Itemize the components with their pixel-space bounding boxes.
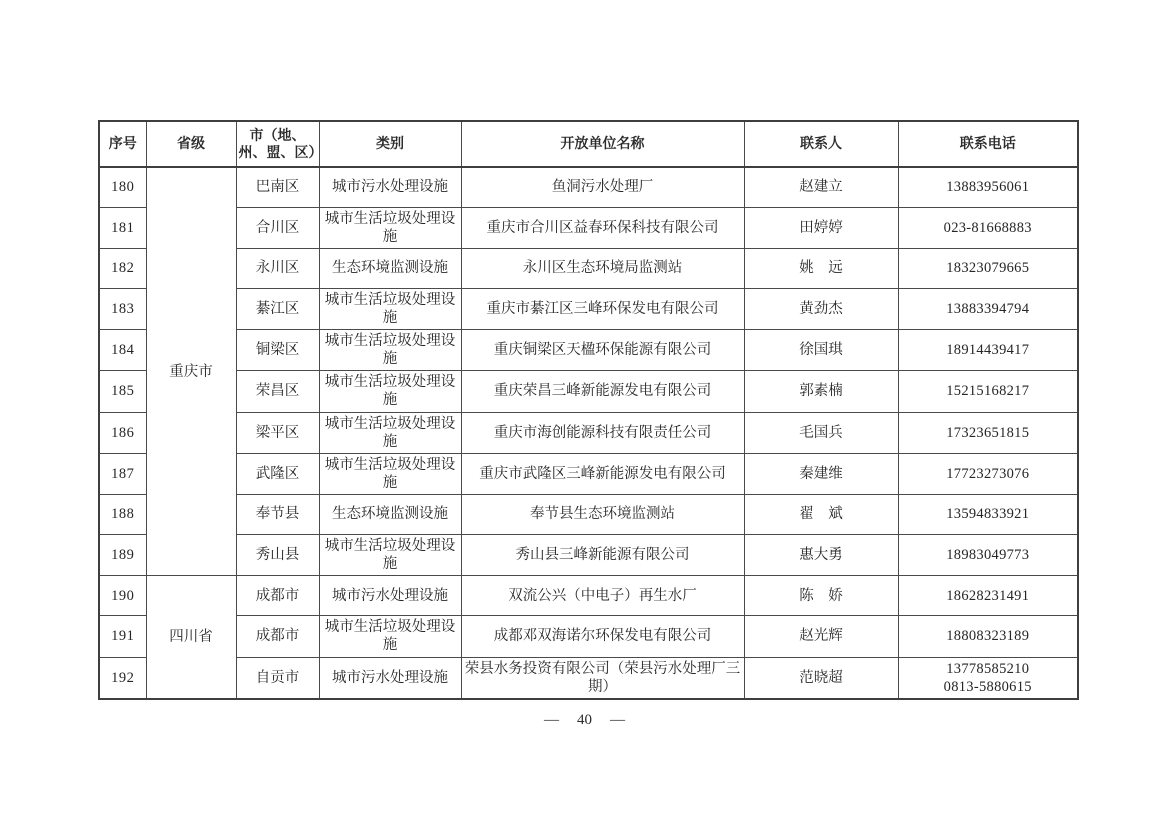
cell-unit-name: 荣县水务投资有限公司（荣县污水处理厂三期）	[461, 657, 744, 699]
cell-city: 成都市	[236, 616, 319, 657]
cell-city: 铜梁区	[236, 330, 319, 371]
header-unit: 开放单位名称	[461, 121, 744, 167]
cell-phone-number	[898, 330, 1078, 371]
cell-phone-number	[898, 616, 1078, 657]
cell-category: 城市生活垃圾处理设施	[319, 288, 461, 329]
phone-line: 17723273076	[946, 465, 1030, 482]
cell-category: 城市生活垃圾处理设施	[319, 616, 461, 657]
phone-line: 15215168217	[946, 383, 1030, 400]
header-category: 类别	[319, 121, 461, 167]
phone-line: 13883394794	[946, 300, 1030, 317]
cell-city: 秀山县	[236, 535, 319, 576]
header-serial: 序号	[99, 121, 146, 167]
table-row	[99, 616, 1078, 657]
cell-phone-number	[898, 576, 1078, 616]
cell-serial-number: 183	[99, 288, 146, 329]
page-footer	[0, 712, 1169, 729]
table-row	[99, 207, 1078, 248]
table-row	[99, 495, 1078, 535]
cell-unit-name: 重庆市海创能源科技有限责任公司	[461, 412, 744, 453]
cell-phone-number	[898, 657, 1078, 699]
cell-city: 武隆区	[236, 453, 319, 494]
cell-city: 巴南区	[236, 167, 319, 207]
cell-phone-number	[898, 371, 1078, 412]
cell-unit-name: 奉节县生态环境监测站	[461, 495, 744, 535]
cell-serial-number: 189	[99, 535, 146, 576]
cell-category: 生态环境监测设施	[319, 248, 461, 288]
cell-phone-number	[898, 453, 1078, 494]
cell-phone-number	[898, 412, 1078, 453]
cell-category: 城市生活垃圾处理设施	[319, 412, 461, 453]
cell-contact-person: 姚 远	[744, 248, 898, 288]
cell-contact-person: 田婷婷	[744, 207, 898, 248]
cell-city: 自贡市	[236, 657, 319, 699]
cell-serial-number: 191	[99, 616, 146, 657]
cell-unit-name: 鱼洞污水处理厂	[461, 167, 744, 207]
phone-line: 13594833921	[946, 506, 1030, 523]
cell-phone-number	[898, 535, 1078, 576]
cell-category: 城市生活垃圾处理设施	[319, 371, 461, 412]
table-header-row	[99, 121, 1078, 167]
table-body	[99, 167, 1078, 699]
cell-serial-number: 192	[99, 657, 146, 699]
phone-line: 18983049773	[946, 547, 1030, 564]
cell-unit-name: 重庆铜梁区天楹环保能源有限公司	[461, 330, 744, 371]
cell-serial-number: 180	[99, 167, 146, 207]
cell-city: 梁平区	[236, 412, 319, 453]
cell-category: 城市生活垃圾处理设施	[319, 535, 461, 576]
cell-serial-number: 186	[99, 412, 146, 453]
cell-city: 永川区	[236, 248, 319, 288]
cell-category: 城市生活垃圾处理设施	[319, 330, 461, 371]
cell-unit-name: 重庆市武隆区三峰新能源发电有限公司	[461, 453, 744, 494]
cell-phone-number	[898, 248, 1078, 288]
phone-line: 13883956061	[946, 179, 1030, 196]
cell-unit-name: 重庆荣昌三峰新能源发电有限公司	[461, 371, 744, 412]
phone-line: 17323651815	[946, 424, 1030, 441]
phone-line: 0813-5880615	[943, 678, 1032, 695]
table-row	[99, 248, 1078, 288]
header-phone: 联系电话	[898, 121, 1078, 167]
phone-line: 18808323189	[946, 628, 1030, 645]
cell-contact-person: 翟 斌	[744, 495, 898, 535]
cell-unit-name: 双流公兴（中电子）再生水厂	[461, 576, 744, 616]
cell-serial-number: 184	[99, 330, 146, 371]
cell-unit-name: 成都邓双海诺尔环保发电有限公司	[461, 616, 744, 657]
cell-city: 綦江区	[236, 288, 319, 329]
header-contact: 联系人	[744, 121, 898, 167]
cell-phone-number	[898, 288, 1078, 329]
phone-line: 18914439417	[946, 342, 1030, 359]
header-province: 省级	[146, 121, 236, 167]
cell-category: 城市污水处理设施	[319, 576, 461, 616]
header-city: 市（地、州、盟、区）	[236, 121, 319, 167]
cell-serial-number: 182	[99, 248, 146, 288]
cell-category: 城市生活垃圾处理设施	[319, 453, 461, 494]
cell-category: 城市生活垃圾处理设施	[319, 207, 461, 248]
cell-serial-number: 181	[99, 207, 146, 248]
cell-city: 成都市	[236, 576, 319, 616]
phone-line: 13778585210	[946, 660, 1030, 677]
facility-table-container	[98, 120, 1077, 700]
phone-line: 023-81668883	[943, 219, 1032, 236]
cell-unit-name: 秀山县三峰新能源有限公司	[461, 535, 744, 576]
cell-unit-name: 重庆市合川区益春环保科技有限公司	[461, 207, 744, 248]
table-row	[99, 576, 1078, 616]
cell-contact-person: 郭素楠	[744, 371, 898, 412]
cell-category: 城市污水处理设施	[319, 657, 461, 699]
cell-serial-number: 187	[99, 453, 146, 494]
cell-category: 生态环境监测设施	[319, 495, 461, 535]
cell-serial-number: 190	[99, 576, 146, 616]
phone-line: 18323079665	[946, 260, 1030, 277]
cell-province: 重庆市	[146, 167, 236, 576]
table-row	[99, 371, 1078, 412]
cell-province: 四川省	[146, 576, 236, 699]
cell-contact-person: 陈 娇	[744, 576, 898, 616]
cell-phone-number	[898, 167, 1078, 207]
cell-city: 奉节县	[236, 495, 319, 535]
table-row	[99, 453, 1078, 494]
cell-contact-person: 惠大勇	[744, 535, 898, 576]
cell-contact-person: 秦建维	[744, 453, 898, 494]
cell-unit-name: 永川区生态环境局监测站	[461, 248, 744, 288]
cell-contact-person: 范晓超	[744, 657, 898, 699]
table-row	[99, 330, 1078, 371]
footer-dash-left: —	[544, 712, 559, 728]
cell-city: 荣昌区	[236, 371, 319, 412]
cell-contact-person: 赵建立	[744, 167, 898, 207]
footer-dash-right: —	[610, 712, 625, 728]
table-row	[99, 288, 1078, 329]
cell-category: 城市污水处理设施	[319, 167, 461, 207]
table-row	[99, 412, 1078, 453]
facility-open-units-table	[98, 120, 1079, 700]
cell-unit-name: 重庆市綦江区三峰环保发电有限公司	[461, 288, 744, 329]
cell-city: 合川区	[236, 207, 319, 248]
table-row	[99, 535, 1078, 576]
cell-serial-number: 188	[99, 495, 146, 535]
table-row	[99, 167, 1078, 207]
page-number: 40	[577, 712, 592, 728]
cell-contact-person: 黄劲杰	[744, 288, 898, 329]
cell-contact-person: 赵光辉	[744, 616, 898, 657]
cell-contact-person: 毛国兵	[744, 412, 898, 453]
cell-phone-number	[898, 207, 1078, 248]
cell-serial-number: 185	[99, 371, 146, 412]
cell-contact-person: 徐国琪	[744, 330, 898, 371]
cell-phone-number	[898, 495, 1078, 535]
phone-line: 18628231491	[946, 587, 1030, 604]
table-row	[99, 657, 1078, 699]
